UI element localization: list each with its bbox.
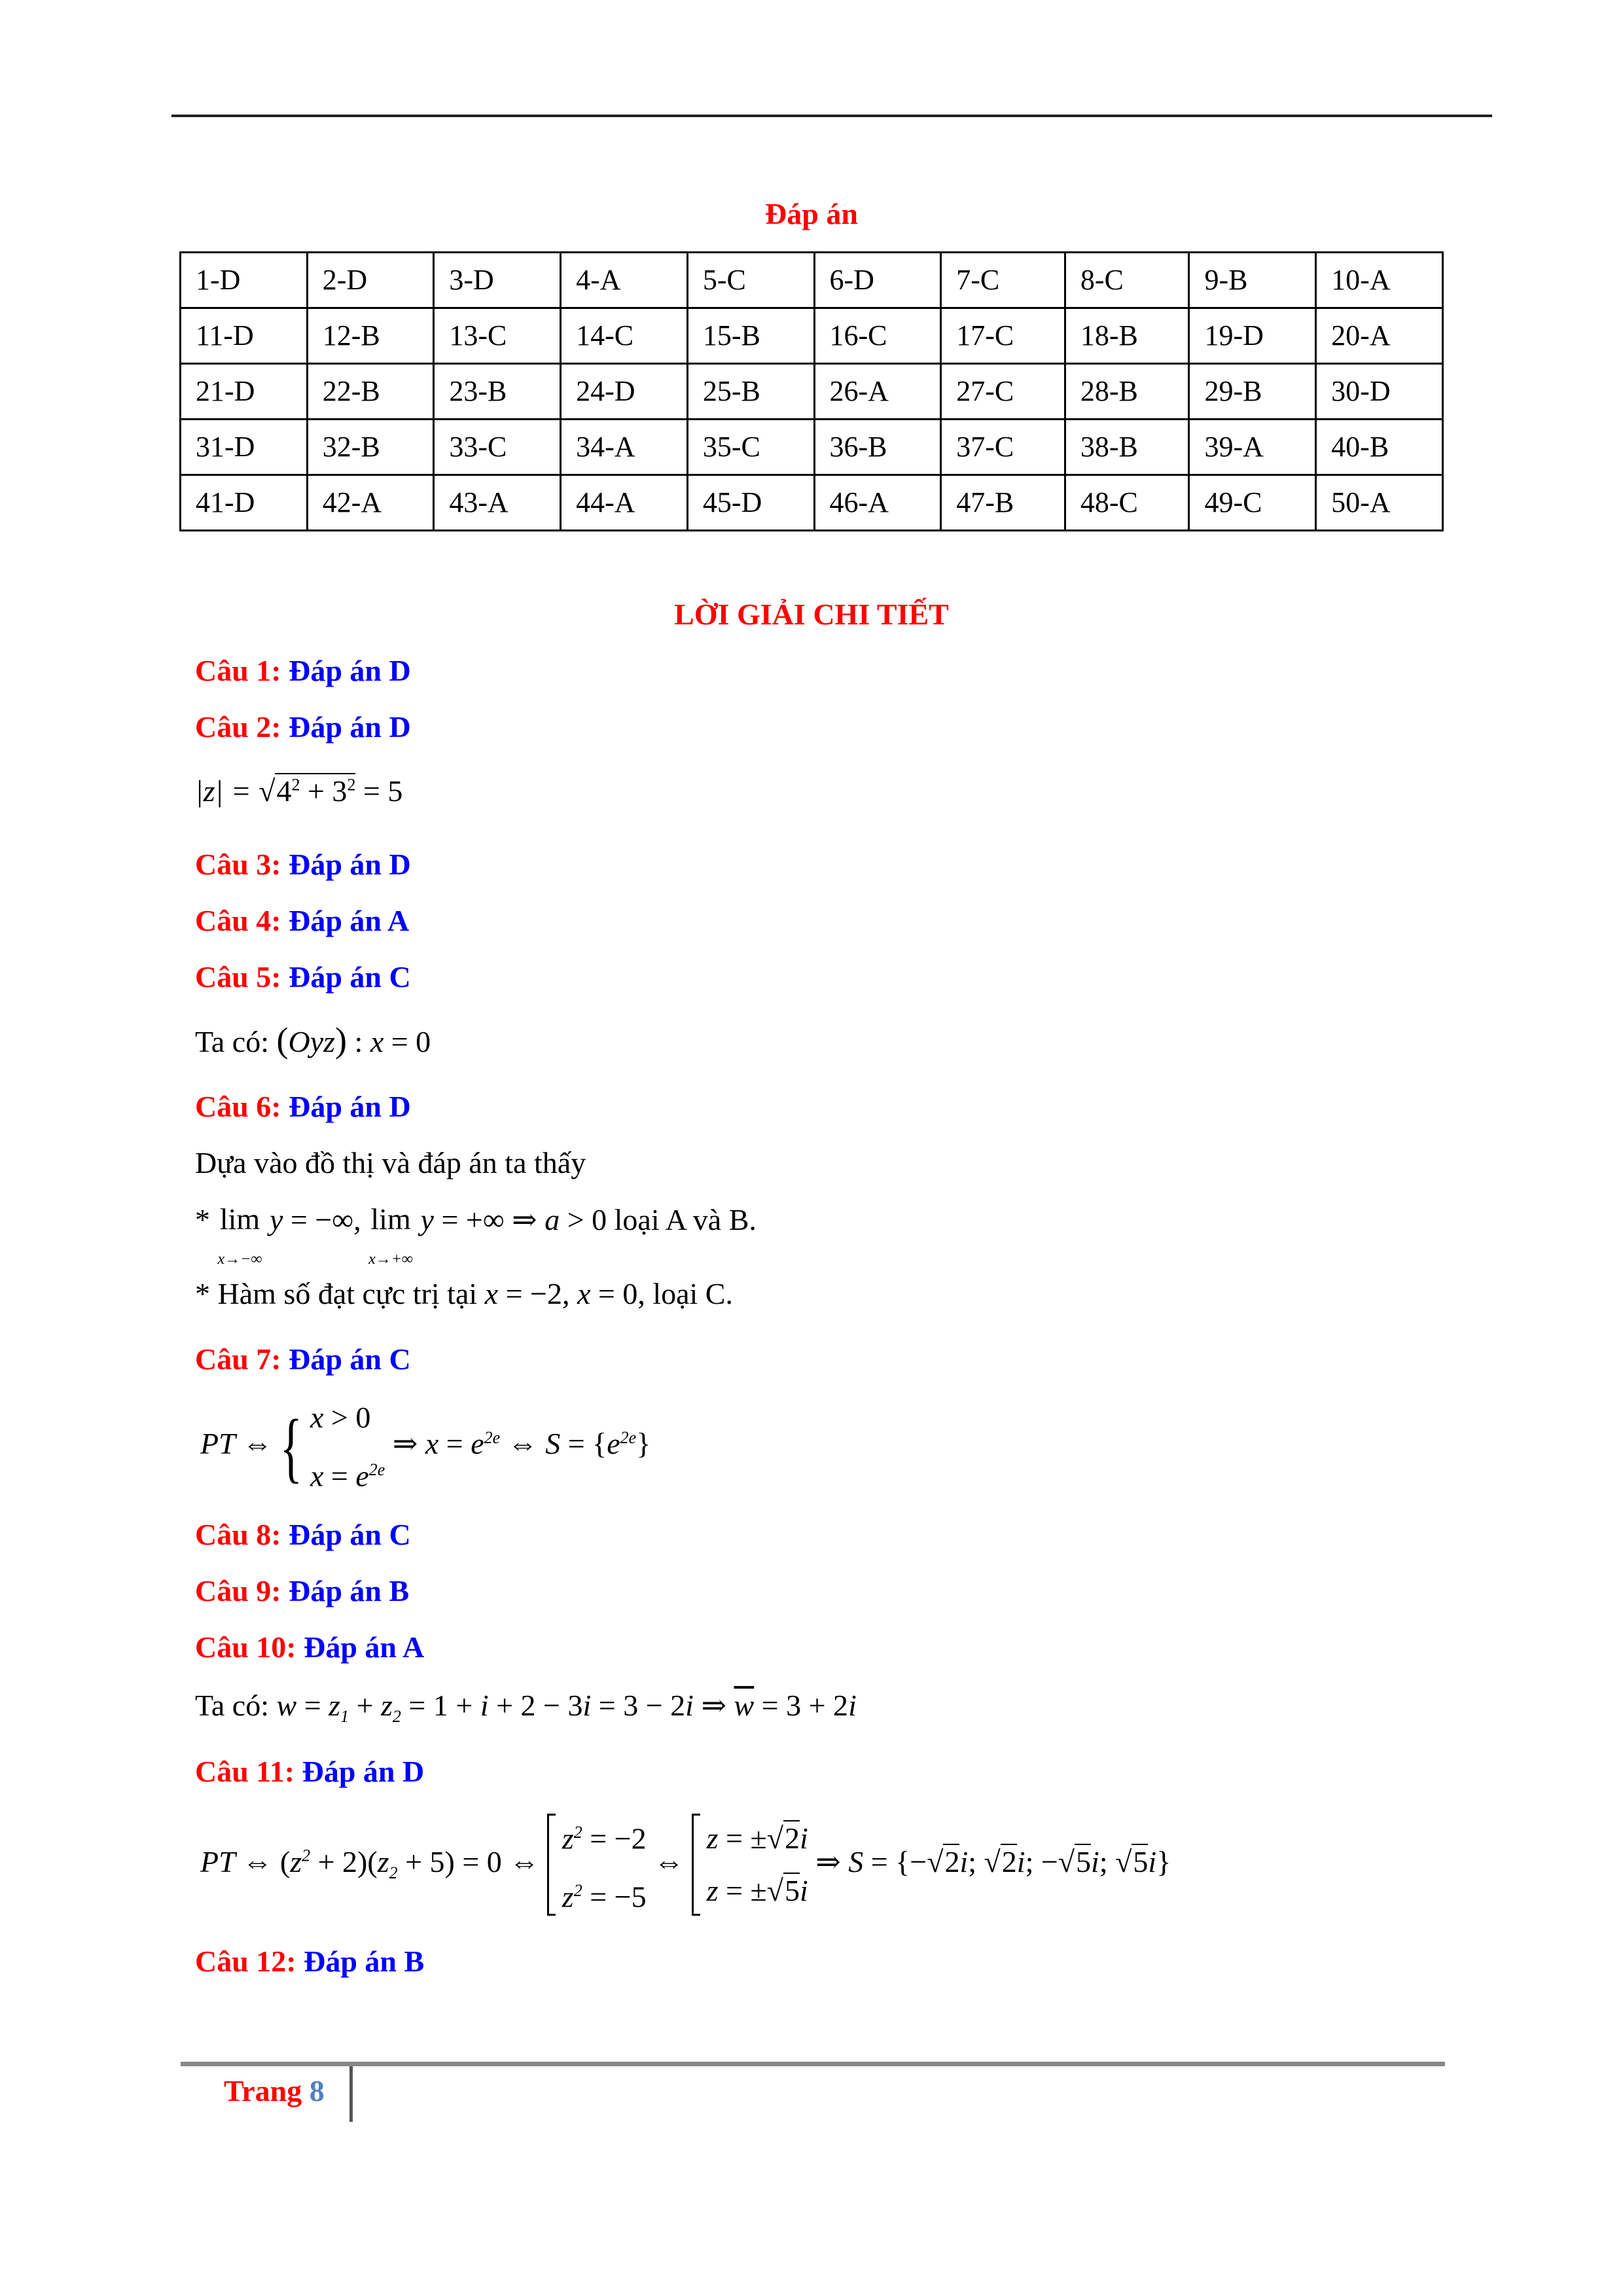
question-answer: Đáp án C — [289, 960, 411, 994]
answer-row — [181, 308, 1443, 364]
question-label: Câu 10: — [195, 1630, 296, 1664]
question-label: Câu 8: — [195, 1518, 281, 1551]
answer-cell: 44-A — [561, 475, 688, 531]
question-answer: Đáp án D — [289, 848, 411, 881]
answer-cell: 30-D — [1316, 364, 1443, 420]
page-number: 8 — [309, 2074, 325, 2108]
answer-cell: 15-B — [687, 308, 814, 364]
answer-cell: 13-C — [434, 308, 561, 364]
question-12 — [195, 1944, 424, 1979]
answer-cell: 27-C — [941, 364, 1065, 420]
equation-q11: PT ⇔ $(z^2 + 2)(z_2 + 5) = 0$ ⇔ $z^2 = -2$ $z^2 = -5$ ⇔ z = ±√2i z = ±√5i ⇒ S = {−√2i; √2i; −√5i; √5i} — [200, 1806, 1171, 1924]
answer-cell: 5-C — [687, 253, 814, 308]
answer-row — [181, 253, 1443, 308]
ta-co-text: Ta có: — [195, 1689, 270, 1722]
answer-cell: 28-B — [1065, 364, 1189, 420]
answer-cell: 46-A — [814, 475, 941, 531]
answer-cell: 26-A — [814, 364, 941, 420]
answer-row — [181, 364, 1443, 420]
answer-cell: 16-C — [814, 308, 941, 364]
question-5 — [195, 960, 411, 994]
ta-co-text: Ta có: — [195, 1025, 270, 1058]
question-11 — [195, 1754, 424, 1789]
answer-cell: 48-C — [1065, 475, 1189, 531]
question-label: Câu 2: — [195, 710, 281, 744]
answer-cell: 24-D — [561, 364, 688, 420]
answer-cell: 34-A — [561, 420, 688, 475]
answer-cell: 50-A — [1316, 475, 1443, 531]
answer-row — [181, 420, 1443, 475]
question-9 — [195, 1573, 409, 1608]
question-answer: Đáp án C — [289, 1518, 411, 1551]
answer-key-table — [179, 251, 1444, 531]
answer-cell: 32-B — [307, 420, 434, 475]
answer-cell: 25-B — [687, 364, 814, 420]
answer-cell: 1-D — [181, 253, 308, 308]
equation-q2: $|z| = √4^2 + 3^2 = 5$ — [195, 774, 403, 808]
answer-cell: 8-C — [1065, 253, 1189, 308]
answer-cell: 3-D — [434, 253, 561, 308]
question-label: Câu 1: — [195, 654, 281, 687]
answer-cell: 9-B — [1189, 253, 1316, 308]
question-answer: Đáp án D — [289, 710, 411, 744]
answer-cell: 14-C — [561, 308, 688, 364]
answer-cell: 49-C — [1189, 475, 1316, 531]
question-8 — [195, 1517, 411, 1552]
answer-key-title: Đáp án — [765, 197, 858, 230]
answer-cell: 36-B — [814, 420, 941, 475]
answer-cell: 21-D — [181, 364, 308, 420]
equation-q5: Ta có: (Oyz) : x = 0 — [195, 1020, 431, 1060]
answer-cell: 2-D — [307, 253, 434, 308]
answer-row — [181, 475, 1443, 531]
equation-q10: Ta có: $w = z_1 + z_2 = 1 + i + 2 - 3i = 3 - 2i$ ⇒ $\overline{w} = 3 + 2i$ — [195, 1689, 857, 1727]
answer-cell: 38-B — [1065, 420, 1189, 475]
question-label: Câu 12: — [195, 1945, 296, 1978]
question-label: Câu 3: — [195, 848, 281, 881]
top-rule — [171, 115, 1492, 117]
page-footer — [224, 2073, 325, 2108]
answer-cell: 10-A — [1316, 253, 1443, 308]
question-10 — [195, 1630, 424, 1664]
answer-cell: 41-D — [181, 475, 308, 531]
answer-cell: 4-A — [561, 253, 688, 308]
answer-cell: 33-C — [434, 420, 561, 475]
question-answer: Đáp án C — [289, 1342, 411, 1376]
question-6 — [195, 1089, 411, 1124]
question-label: Câu 4: — [195, 904, 281, 937]
question-label: Câu 6: — [195, 1090, 281, 1123]
question-label: Câu 7: — [195, 1342, 281, 1376]
answer-cell: 23-B — [434, 364, 561, 420]
question-answer: Đáp án D — [289, 654, 411, 687]
footer-rule — [181, 2062, 1445, 2066]
answer-cell: 42-A — [307, 475, 434, 531]
q6-intro: Dựa vào đồ thị và đáp án ta thấy — [195, 1146, 586, 1179]
answer-cell: 39-A — [1189, 420, 1316, 475]
answer-cell: 37-C — [941, 420, 1065, 475]
q6-line1-suffix: loại A và B. — [614, 1203, 757, 1236]
answer-cell: 11-D — [181, 308, 308, 364]
answer-cell: 6-D — [814, 253, 941, 308]
answer-cell: 19-D — [1189, 308, 1316, 364]
answer-cell: 22-B — [307, 364, 434, 420]
question-label: Câu 9: — [195, 1574, 281, 1607]
q6-line2-suffix: , loại C. — [637, 1277, 733, 1310]
question-label: Câu 5: — [195, 960, 281, 994]
answer-cell: 17-C — [941, 308, 1065, 364]
footer-divider — [349, 2066, 353, 2122]
question-label: Câu 11: — [195, 1755, 295, 1788]
answer-cell: 40-B — [1316, 420, 1443, 475]
answer-cell: 18-B — [1065, 308, 1189, 364]
question-answer: Đáp án A — [289, 904, 410, 937]
answer-cell: 35-C — [687, 420, 814, 475]
answer-cell: 29-B — [1189, 364, 1316, 420]
question-1 — [195, 653, 411, 688]
answer-cell: 12-B — [307, 308, 434, 364]
question-3 — [195, 847, 411, 882]
equation-q6-limits: * lim x→−∞ y = −∞, lim x→+∞ y = +∞ ⇒ a > 0 loại A và B. — [195, 1202, 757, 1268]
answer-cell: 45-D — [687, 475, 814, 531]
question-answer: Đáp án D — [289, 1090, 411, 1123]
answer-cell: 31-D — [181, 420, 308, 475]
q6-line2-prefix: * Hàm số đạt cực trị tại — [195, 1277, 478, 1310]
question-4 — [195, 903, 409, 938]
question-7 — [195, 1342, 411, 1376]
question-answer: Đáp án D — [302, 1755, 425, 1788]
equation-q7: PT ⇔{ x > 0 $x = e^{2e}$ ⇒ $x = e^{2e}$ ⇔ $S = \{e^{2e}\}$ — [200, 1401, 651, 1493]
answer-cell: 20-A — [1316, 308, 1443, 364]
question-answer: Đáp án B — [289, 1574, 410, 1607]
answer-cell: 43-A — [434, 475, 561, 531]
answer-cell: 47-B — [941, 475, 1065, 531]
solution-title: LỜI GIẢI CHI TIẾT — [674, 598, 949, 631]
question-2 — [195, 709, 411, 744]
answer-cell: 7-C — [941, 253, 1065, 308]
question-answer: Đáp án B — [304, 1945, 425, 1978]
equation-q6-extrema: * Hàm số đạt cực trị tại x = −2, x = 0, loại C. — [195, 1277, 733, 1310]
question-answer: Đáp án A — [304, 1630, 425, 1664]
footer-label: Trang — [224, 2074, 302, 2108]
